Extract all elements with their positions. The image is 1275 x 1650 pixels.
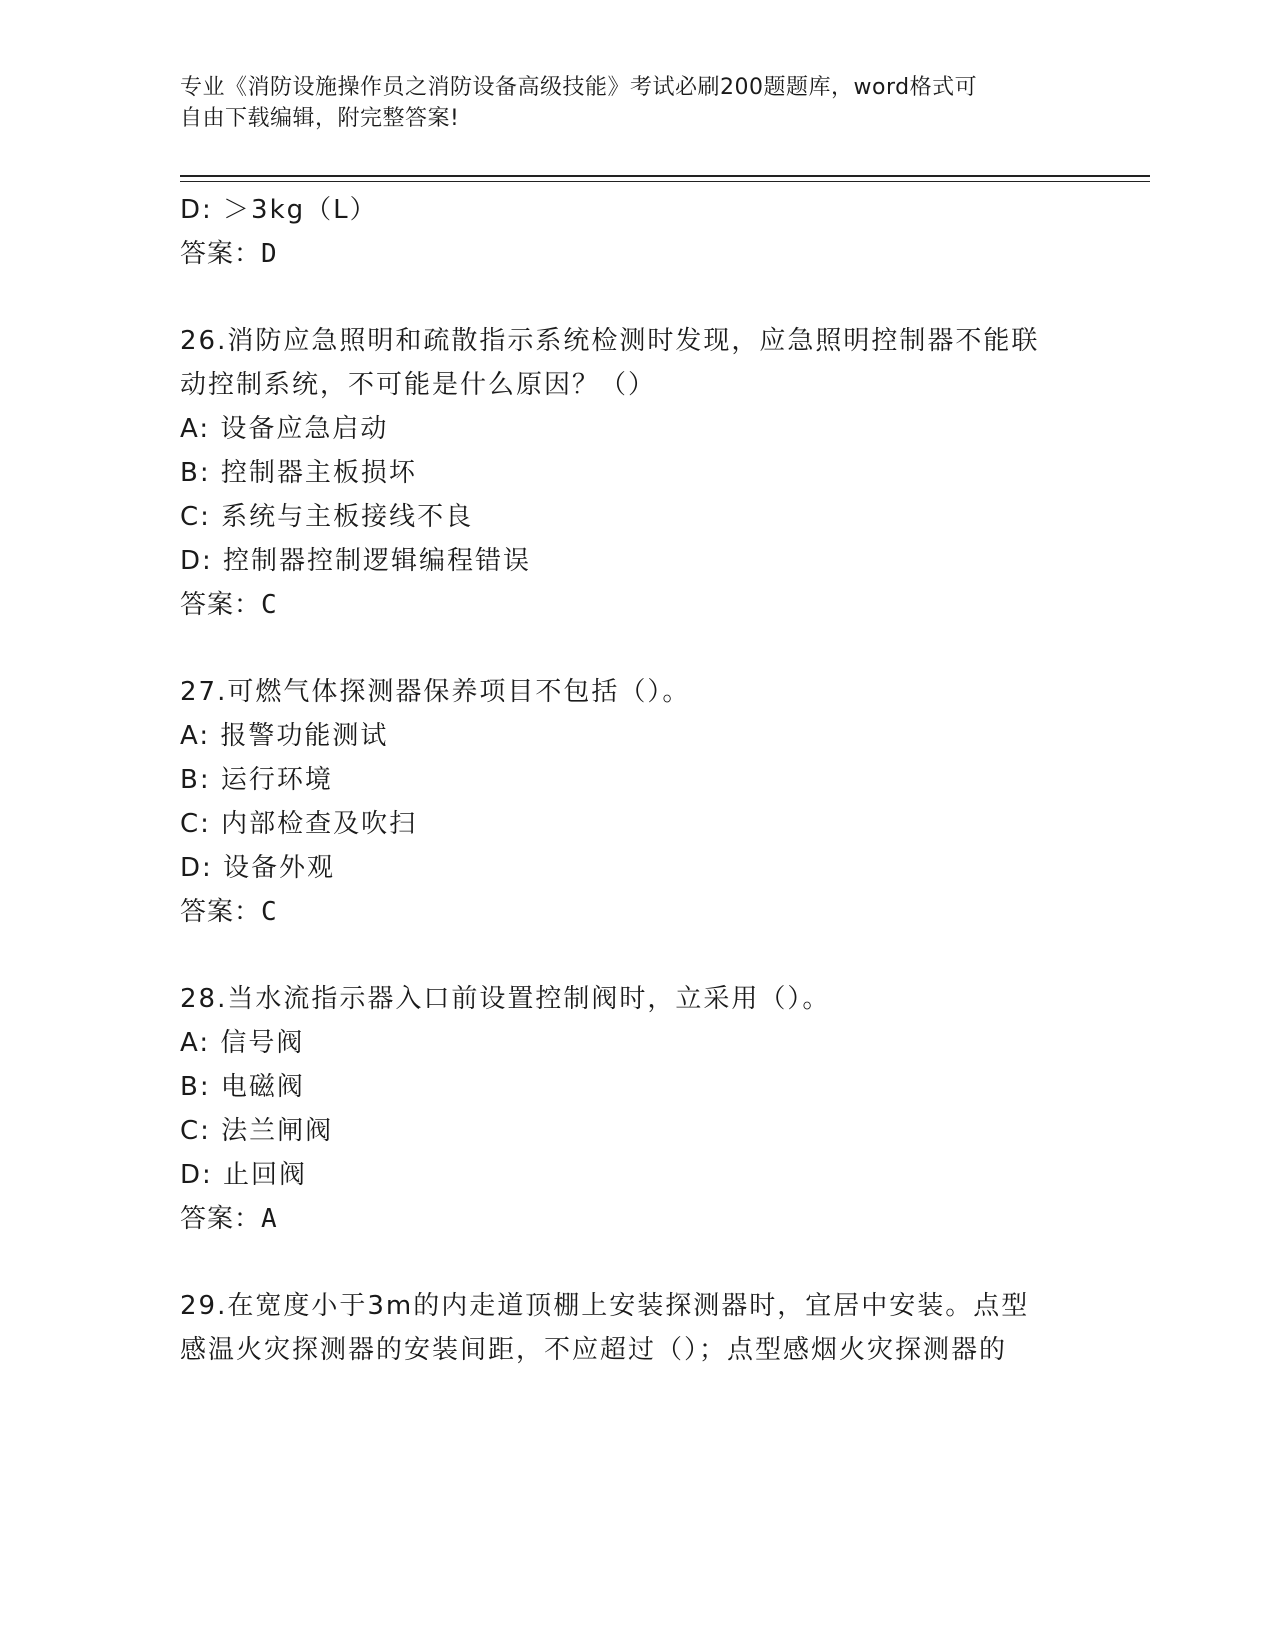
question-title-line-1: 26.消防应急照明和疏散指示系统检测时发现，应急照明控制器不能联 — [180, 326, 1040, 356]
answer: 答案：C — [180, 590, 278, 620]
prev-option-d: D: ＞3kg（L） — [180, 195, 378, 225]
spacer — [180, 1241, 1080, 1284]
question-title-line-2: 动控制系统，不可能是什么原因？（） — [180, 370, 657, 400]
option-d: D: 控制器控制逻辑编程错误 — [180, 546, 532, 576]
question-title-line-1: 27.可燃气体探测器保养项目不包括（）。 — [180, 677, 691, 707]
option-c: C: 内部检查及吹扫 — [180, 809, 418, 839]
question-27 — [180, 670, 1080, 934]
spacer — [180, 276, 1080, 319]
answer: 答案：A — [180, 1204, 278, 1234]
answer: 答案：C — [180, 897, 278, 927]
option-a: A: 设备应急启动 — [180, 414, 389, 444]
spacer — [180, 934, 1080, 977]
header-divider-thick — [180, 175, 1150, 177]
header-divider-thin — [180, 181, 1150, 182]
prev-answer: 答案：D — [180, 239, 278, 269]
header-title-line-2: 自由下载编辑，附完整答案! — [180, 106, 460, 131]
header-title-line-1: 专业《消防设施操作员之消防设备高级技能》考试必刷200题题库，word格式可 — [180, 75, 978, 100]
question-28 — [180, 977, 1080, 1241]
option-c: C: 法兰闸阀 — [180, 1116, 334, 1146]
option-b: B: 电磁阀 — [180, 1072, 305, 1102]
page-header — [180, 72, 1060, 134]
question-list — [180, 188, 1080, 1372]
question-26 — [180, 319, 1080, 627]
option-b: B: 运行环境 — [180, 765, 333, 795]
question-title-line-1: 29.在宽度小于3m的内走道顶棚上安装探测器时，宜居中安装。点型 — [180, 1291, 1030, 1321]
option-c: C: 系统与主板接线不良 — [180, 502, 474, 532]
option-d: D: 设备外观 — [180, 853, 336, 883]
option-a: A: 报警功能测试 — [180, 721, 389, 751]
option-d: D: 止回阀 — [180, 1160, 308, 1190]
option-a: A: 信号阀 — [180, 1028, 305, 1058]
question-title-line-1: 28.当水流指示器入口前设置控制阀时，立采用（）。 — [180, 984, 831, 1014]
option-b: B: 控制器主板损坏 — [180, 458, 417, 488]
question-29 — [180, 1284, 1080, 1372]
question-title-line-2: 感温火灾探测器的安装间距，不应超过（）；点型感烟火灾探测器的 — [180, 1335, 1008, 1365]
spacer — [180, 627, 1080, 670]
